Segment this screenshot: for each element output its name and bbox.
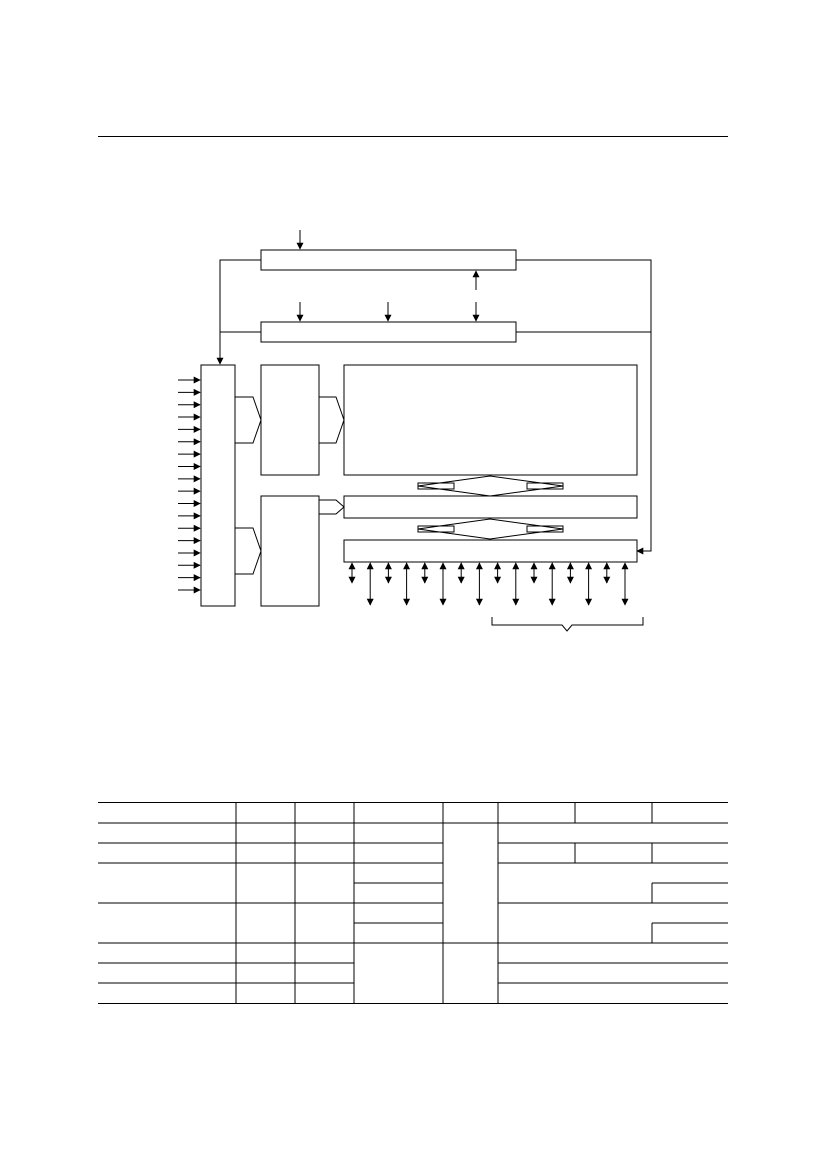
column-decoder: [261, 496, 319, 606]
left-loop-line: [220, 260, 261, 364]
bus-row-to-array: [319, 397, 344, 443]
bus-column-to-sense: [319, 500, 344, 514]
control-register-top: [261, 250, 516, 270]
control-register-bottom: [261, 322, 516, 342]
io-arrows: [352, 563, 625, 605]
bus-to-column-decoder: [235, 528, 261, 574]
sense-amplifier: [344, 496, 637, 518]
io-brace: [492, 617, 643, 631]
memory-array: [344, 365, 637, 475]
bus-to-row-decoder: [235, 397, 261, 443]
row-decoder: [261, 365, 319, 475]
input-arrows: [178, 380, 200, 590]
io-buffer: [344, 540, 637, 562]
spec-table: [98, 802, 728, 1004]
bus-sense-io: [418, 519, 563, 539]
bus-array-sense: [418, 476, 563, 496]
input-buffer: [201, 365, 235, 606]
right-loop-line: [516, 260, 651, 551]
